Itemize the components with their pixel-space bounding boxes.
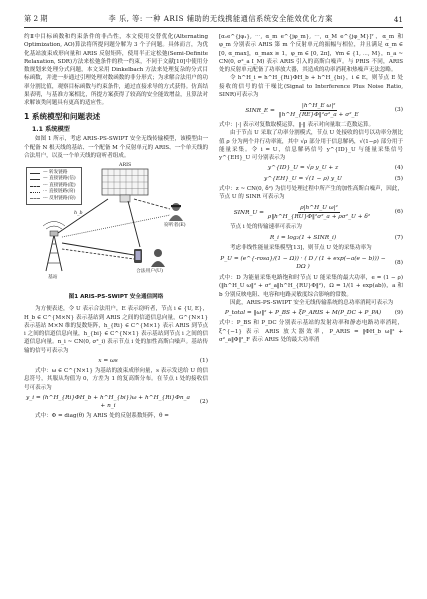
equation-1: x = ωs (1): [98, 357, 208, 364]
left-column: [24, 33, 208, 421]
legend-item: — 转发链路: [30, 170, 78, 176]
paragraph: 约Ⅱ中目标函数和约束条件的非凸性，本文使用交替优化(Alternating Optimization, AO)算法将所提问题分解为 3 个子问题。具体而言，为优化基站波束成形向量和 ARIS 反射矩阵，使用半正定松弛(Semi-Definite Relaxation, SDR)方法来松弛条件的秩一约束，不同于文献[10]中使用分数规划来处理分式问题，本文采用 Dinkelbach 方法来处理复杂的分式目标函数，并进一步通过引理处理对数函数的非分形式；为求解合法用户的功率分割比值，观察目标函数与约束条件，通过直接求导的方式获得。仿真结果表明，与基准方案相比，所提方案获得了较高的安全能效增益，且算法对求解该类问题具有更高的适应性。: [24, 34, 208, 106]
aris-panel: [102, 169, 148, 202]
user-label: 合法用户(U): [136, 269, 163, 274]
paragraph: 由于节点 U 采取了功率分割模式，节点 U 处接收的信号以功率分割比值 ρ 分为两个并行功率流，其中 √ρ 部分用于信息解码，√(1−ρ) 部分用于能量采集。令 i = U，信息解码信号 y^{ID}_U 与能量采集信号 y^{EH}_U 可分别表示为: [219, 130, 403, 161]
channel-label: h_b: [74, 211, 83, 216]
equation-5: y^{EH}_U = √(1 − ρ) y_U (5): [264, 175, 403, 182]
paragraph: 如图 1 所示，考虑 ARIS-PS-SWIPT 安全无线传输模型，该模型由一个配备 N 根天线的基站、一个配备 M 个反射单元的 ARIS、一个单天线的合法用户，以及一个单天线的窃听者组成。: [24, 136, 208, 159]
paragraph: [α₁e^{jφ₁}, ⋯, α_m e^{jφ_m}, ⋯, α_M e^{jφ_M}]ᵀ，α_m 和 φ_m 分别表示 ARIS 第 m 个反射单元的振幅与相位，并且满足 α_m ∈ [0, α_max]，α_max ≥ 1，φ_m ∈ [0, 2π]，∀m ∈ {1, ⋯, M}，n_a ~ CN(0, σ²_a I_M) 表示 ARIS 引入的高斯白噪声。与 PRIS 不同，ARIS 处的反射单元配备了功率放大器，其造成的功率消耗和热噪声无法忽略。: [219, 34, 403, 73]
right-column: [219, 33, 403, 344]
legend-item: ··· 直接链路(窃): [30, 189, 78, 195]
equation-9: P_total = ‖ω‖² + P_BS + ξP_ARIS + M(P_DC + P_PA) (9): [224, 310, 403, 316]
paragraph: 因此，ARIS-PS-SWIPT 安全无线传输系统的总功率消耗可表示为: [230, 299, 394, 306]
user-icon: [134, 249, 165, 267]
paragraph: 节点 i 处的传输速率可表示为: [230, 224, 302, 231]
paragraph: 式中：ω ∈ C^{N×1} 为基站的波束成形向量，s 表示发送给 U 的信息符号，其服从均值为 0，方差为 1 的复高斯分布。在节点 i 处的接收信号可表示为: [24, 368, 208, 391]
equation-3: SINR_E = $\frac{\text{|h\textasciicircum{}H\_E ω|²}}{\text{‖h\textasciicircum{}H\_\{RE\}Φ‖²σ²\_a + σ²\_E}}$ (3): [245, 102, 403, 118]
equation-4: y^{ID}_U = √ρ y_U + z (4): [267, 165, 403, 172]
legend-item: --- 反射链路(窃): [30, 196, 78, 202]
eve-label: 窃听者(E): [164, 223, 186, 228]
base-station-icon: [43, 222, 65, 272]
equation-7: R_i = log₂(1 + SINR_i) (7): [269, 234, 403, 241]
paragraph: 为方便表述，令 U 表示合法用户，E 表示窃听者，节点 i ∈ {U, E}，H_b ∈ C^{M×N} 表示基站到 ARIS 之间的信道信息向量，G^{N×1} 表示基站 M×N 维的复数矩阵，h_{Ri} ∈ C^{M×1} 表示 ARIS 到节点 i 之间的信道信息向量，h_{bi} ∈ C^{N×1} 表示基站到节点 i 之间的信道信息向量。n_i ~ CN(0, σ²_i) 表示节点 i 处的加性高斯白噪声。基站传输的信号可表示为: [24, 306, 208, 354]
equation-6: SINR_U = $\frac{\text{ρ|h\textasciicircum{}H\_U ω|²}}{\text{ρ‖h\textasciicircum{}H\_\{RU\}Φ‖²σ²\_a + ρσ²\_U + δ²}}$ (6): [233, 204, 403, 220]
page-number: 41: [393, 14, 403, 24]
issue-number: 第 2 期: [24, 14, 48, 23]
paragraph: 式中：z ~ CN(0, δ²) 为信号处理过程中所产生的加性高斯白噪声，因此，节点 U 的 SINR 可表示为: [219, 185, 403, 200]
aris-label: ARIS: [119, 163, 132, 168]
header-rule: [24, 27, 403, 28]
channel-links: [58, 199, 170, 259]
paragraph: 考虑非线性能量采集模型[13]，则节点 U 处的采集功率为: [230, 244, 372, 251]
paragraph: 令 h^H_i = h^H_{Ri}ΦH_b + h^H_{bi}，i ∈ E，则节点 E 处接收的信号的信干噪比(Signal to Interference Plus Noise Ratio, SINR)可表示为: [219, 75, 403, 98]
figure-1: [24, 163, 208, 291]
subsection-heading: 1.1 系统模型: [32, 126, 70, 134]
section-heading: 1 系统模型和问题表述: [24, 112, 101, 122]
equation-8: P_U = (e^{-rosa}/(1 − Ω)) · ( D / (1 + exp(−a(e − b))) − DΩ ) (8): [220, 255, 403, 270]
running-title: 李 乐, 等: 一种 ARIS 辅助的无线携能通信系统安全能效优化方案: [108, 14, 333, 23]
paragraph: 式中：D 为能量采集电路饱和时节点 U 能采集的最大功率，e = (1 − ρ)(‖h^H_U ω‖² + σ²_a‖h^H_{RU}Φ‖²)，Ω = 1/(1 + exp(ab))，a 和 b 分别反映电阻、电容和电路灵敏度综合影响的常数。: [219, 275, 403, 298]
paragraph: 式中：|·| 表示对复数取模运算，‖·‖ 表示对向量取二范数运算。: [219, 122, 375, 128]
eavesdropper-icon: [169, 203, 183, 221]
legend-item: — 直接链路(信): [30, 176, 78, 182]
figure-legend: [26, 167, 82, 205]
equation-2: y_i = (h^H_{Ri}ΦH_b + h^H_{bi})ω + h^H_{Ri}Φn_a + n_i (2): [26, 394, 208, 409]
paragraph: 式中：Φ = diag(θ) 为 ARIS 处的反射系数矩阵，θ =: [35, 413, 169, 420]
paragraph: 式中：P_BS 和 P_DC 分别表示基站的发射功率和静态电路功率消耗，ξ^{−1} 表示 ARIS 放大器效率，P_ARIS = ‖ΦH_b ω‖² + σ²_a‖Φ‖²_F 表示 ARIS 处的最大功率消: [219, 320, 403, 343]
bs-label: 基站: [48, 275, 58, 280]
running-header: [24, 12, 403, 26]
legend-item: --- 直接链路(能): [30, 183, 78, 189]
figure-caption: 图1 ARIS-PS-SWIPT 安全通信网络: [68, 294, 164, 300]
